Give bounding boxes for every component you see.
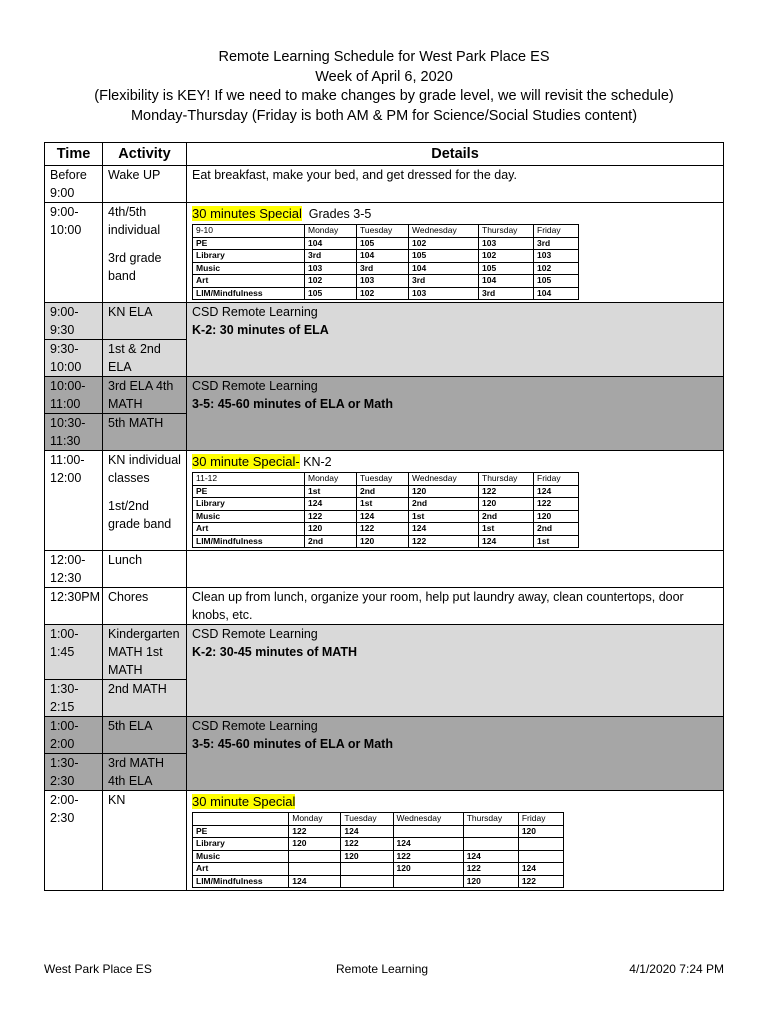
specials-cell: 120 (357, 535, 409, 548)
details-header: Details (187, 143, 724, 166)
special-highlight: 30 minutes Special (192, 206, 302, 221)
specials-cell: 104 (534, 287, 579, 300)
details-line: K-2: 30-45 minutes of MATH (192, 645, 358, 659)
specials-cell: 104 (305, 237, 357, 250)
specials-cell (518, 838, 563, 851)
specials-cell: 122 (357, 523, 409, 536)
table-header-row (45, 143, 724, 166)
specials-cell: 120 (393, 863, 463, 876)
specials-cell: 104 (409, 262, 479, 275)
specials-cell: 124 (409, 523, 479, 536)
details-line: 3-5: 45-60 minutes of ELA or Math (192, 397, 393, 411)
special-highlight: 30 minute Special (192, 794, 296, 809)
specials-row (193, 250, 579, 263)
specials-cell: Wednesday (409, 225, 479, 238)
activity-line: 3rd grade band (108, 251, 162, 283)
specials-row (193, 535, 579, 548)
specials-cell: 103 (305, 262, 357, 275)
specials-cell: 102 (409, 237, 479, 250)
specials-cell: 124 (534, 485, 579, 498)
specials-cell: 124 (393, 838, 463, 851)
special-grades: KN-2 (303, 455, 332, 469)
specials-cell (463, 825, 518, 838)
table-row (45, 791, 724, 891)
specials-label-cell: Library (193, 838, 289, 851)
specials-row (193, 485, 579, 498)
activity-cell: Kindergarten MATH 1st MATH (103, 625, 187, 680)
time-cell: 12:30PM (45, 588, 103, 625)
specials-row (193, 863, 564, 876)
specials-row (193, 498, 579, 511)
specials-cell: 120 (289, 838, 341, 851)
specials-cell: 102 (305, 275, 357, 288)
table-row (45, 588, 724, 625)
specials-row (193, 225, 579, 238)
specials-cell: 122 (518, 875, 563, 888)
specials-label-cell: 9-10 (193, 225, 305, 238)
flexibility-note: (Flexibility is KEY! If we need to make changes by grade level, we will revisit the schedule) (94, 88, 674, 104)
specials-cell: 122 (341, 838, 393, 851)
specials-row (193, 523, 579, 536)
specials-cell: 122 (393, 850, 463, 863)
specials-cell: 3rd (305, 250, 357, 263)
activity-cell: Wake UP (103, 166, 187, 203)
document-header (0, 48, 768, 126)
specials-cell: 124 (341, 825, 393, 838)
specials-cell: 124 (518, 863, 563, 876)
details-line: CSD Remote Learning (192, 379, 318, 393)
specials-cell: 2nd (479, 510, 534, 523)
activity-cell (103, 203, 187, 303)
time-cell: 9:00-9:30 (45, 303, 103, 340)
time-cell: 12:00-12:30 (45, 551, 103, 588)
time-cell: 11:00-12:00 (45, 451, 103, 551)
specials-cell: 104 (357, 250, 409, 263)
specials-cell: 120 (341, 850, 393, 863)
specials-label-cell: Music (193, 850, 289, 863)
specials-cell (463, 838, 518, 851)
specials-label-cell: PE (193, 237, 305, 250)
specials-cell: 105 (305, 287, 357, 300)
activity-cell: KN (103, 791, 187, 891)
time-cell: 1:30-2:15 (45, 680, 103, 717)
specials-label-cell: Music (193, 262, 305, 275)
details-cell: Clean up from lunch, organize your room, help put laundry away, clean countertops, door knobs, etc. (187, 588, 724, 625)
activity-line: 4th/5th individual (108, 205, 161, 237)
specials-cell: 104 (479, 275, 534, 288)
specials-cell: Wednesday (409, 473, 479, 486)
footer-timestamp: 4/1/2020 7:24 PM (629, 962, 724, 976)
special-highlight: 30 minute Special- (192, 454, 300, 469)
specials-label-cell: LIM/Mindfulness (193, 535, 305, 548)
table-row (45, 303, 724, 340)
specials-cell: 1st (357, 498, 409, 511)
specials-cell: Thursday (479, 473, 534, 486)
specials-cell: 3rd (409, 275, 479, 288)
specials-cell: 102 (479, 250, 534, 263)
activity-header: Activity (103, 143, 187, 166)
specials-row (193, 237, 579, 250)
specials-cell: 122 (479, 485, 534, 498)
specials-label-cell: Music (193, 510, 305, 523)
time-cell: 9:30-10:00 (45, 340, 103, 377)
specials-cell: 122 (305, 510, 357, 523)
specials-cell: 1st (305, 485, 357, 498)
specials-label-cell: Art (193, 863, 289, 876)
details-cell: Eat breakfast, make your bed, and get dressed for the day. (187, 166, 724, 203)
specials-cell: 1st (409, 510, 479, 523)
specials-cell: 103 (534, 250, 579, 263)
activity-line: 1st/2nd grade band (108, 499, 172, 531)
details-cell (187, 203, 724, 303)
details-cell (187, 451, 724, 551)
specials-cell: Friday (518, 813, 563, 826)
specials-cell: 120 (463, 875, 518, 888)
time-header: Time (45, 143, 103, 166)
time-cell: 1:00-2:00 (45, 717, 103, 754)
specials-cell: 2nd (357, 485, 409, 498)
table-row (45, 551, 724, 588)
specials-cell: Tuesday (357, 225, 409, 238)
specials-cell: 120 (409, 485, 479, 498)
footer-title: Remote Learning (336, 962, 429, 976)
time-cell: 10:30-11:30 (45, 414, 103, 451)
specials-cell: Thursday (479, 225, 534, 238)
specials-cell: 122 (463, 863, 518, 876)
activity-cell: 3rd MATH 4th ELA (103, 754, 187, 791)
time-cell: 1:00-1:45 (45, 625, 103, 680)
schedule-table (44, 142, 724, 891)
table-row (45, 625, 724, 680)
specials-cell: 103 (357, 275, 409, 288)
activity-cell: 5th MATH (103, 414, 187, 451)
specials-table (192, 812, 564, 888)
specials-cell: 102 (534, 262, 579, 275)
details-cell (187, 791, 724, 891)
specials-label-cell: Art (193, 523, 305, 536)
time-cell: 2:00-2:30 (45, 791, 103, 891)
specials-cell: 120 (518, 825, 563, 838)
time-cell: 1:30-2:30 (45, 754, 103, 791)
specials-cell: 122 (289, 825, 341, 838)
details-line: CSD Remote Learning (192, 627, 318, 641)
activity-line: KN individual classes (108, 453, 181, 485)
specials-cell: 124 (479, 535, 534, 548)
specials-cell: 3rd (479, 287, 534, 300)
table-row (45, 451, 724, 551)
table-row (45, 203, 724, 303)
specials-label-cell: PE (193, 485, 305, 498)
specials-row (193, 473, 579, 486)
specials-label-cell: Library (193, 250, 305, 263)
details-cell (187, 377, 724, 451)
activity-cell: KN ELA (103, 303, 187, 340)
week-line: Week of April 6, 2020 (315, 68, 453, 85)
specials-table (192, 472, 579, 548)
specials-cell (393, 875, 463, 888)
specials-cell: 120 (534, 510, 579, 523)
specials-label-cell: Library (193, 498, 305, 511)
title-line: Remote Learning Schedule for West Park Place ES (218, 49, 550, 65)
specials-row (193, 850, 564, 863)
details-line: 3-5: 45-60 minutes of ELA or Math (192, 737, 393, 751)
specials-cell: 124 (305, 498, 357, 511)
specials-label-cell: 11-12 (193, 473, 305, 486)
specials-cell: 120 (479, 498, 534, 511)
specials-cell: 124 (357, 510, 409, 523)
specials-cell: Monday (305, 473, 357, 486)
specials-table (192, 224, 579, 300)
specials-cell: 122 (409, 535, 479, 548)
specials-cell: Friday (534, 473, 579, 486)
activity-cell (103, 451, 187, 551)
specials-cell: 124 (289, 875, 341, 888)
table-row (45, 717, 724, 754)
specials-cell: 120 (305, 523, 357, 536)
specials-cell: 1st (534, 535, 579, 548)
activity-cell: 3rd ELA 4th MATH (103, 377, 187, 414)
specials-cell: Monday (289, 813, 341, 826)
specials-cell: Monday (305, 225, 357, 238)
specials-row (193, 838, 564, 851)
specials-label-cell: Art (193, 275, 305, 288)
specials-label-cell: LIM/Mindfulness (193, 875, 289, 888)
activity-cell: 5th ELA (103, 717, 187, 754)
specials-row (193, 510, 579, 523)
specials-cell: 105 (534, 275, 579, 288)
specials-cell: 3rd (357, 262, 409, 275)
specials-row (193, 875, 564, 888)
specials-cell: Thursday (463, 813, 518, 826)
specials-cell: 102 (357, 287, 409, 300)
special-grades: Grades 3-5 (308, 207, 372, 221)
footer-school: West Park Place ES (44, 962, 152, 976)
specials-cell: 105 (357, 237, 409, 250)
specials-cell (289, 863, 341, 876)
specials-label-cell (193, 813, 289, 826)
specials-cell: Friday (534, 225, 579, 238)
specials-row (193, 262, 579, 275)
activity-cell: 1st & 2nd ELA (103, 340, 187, 377)
specials-cell (341, 863, 393, 876)
specials-cell: 2nd (409, 498, 479, 511)
table-row (45, 166, 724, 203)
table-row (45, 377, 724, 414)
specials-cell: 103 (479, 237, 534, 250)
details-cell (187, 625, 724, 717)
specials-cell: 124 (463, 850, 518, 863)
time-cell: 10:00-11:00 (45, 377, 103, 414)
specials-cell (341, 875, 393, 888)
specials-cell: 105 (409, 250, 479, 263)
specials-row (193, 287, 579, 300)
days-note: Monday-Thursday (Friday is both AM & PM for Science/Social Studies content) (130, 107, 638, 124)
specials-label-cell: LIM/Mindfulness (193, 287, 305, 300)
details-cell (187, 717, 724, 791)
specials-cell: 122 (534, 498, 579, 511)
time-cell: Before 9:00 (45, 166, 103, 203)
specials-row (193, 825, 564, 838)
activity-cell: Lunch (103, 551, 187, 588)
specials-cell (393, 825, 463, 838)
details-line: CSD Remote Learning (192, 719, 318, 733)
specials-cell: 1st (479, 523, 534, 536)
specials-row (193, 813, 564, 826)
details-cell (187, 551, 724, 588)
specials-cell: Tuesday (341, 813, 393, 826)
details-line: K-2: 30 minutes of ELA (192, 323, 329, 337)
specials-cell: 3rd (534, 237, 579, 250)
time-cell: 9:00-10:00 (45, 203, 103, 303)
activity-cell: 2nd MATH (103, 680, 187, 717)
specials-cell: Tuesday (357, 473, 409, 486)
specials-row (193, 275, 579, 288)
specials-cell (518, 850, 563, 863)
specials-cell: 105 (479, 262, 534, 275)
specials-cell: 103 (409, 287, 479, 300)
specials-cell (289, 850, 341, 863)
specials-cell: 2nd (305, 535, 357, 548)
activity-cell: Chores (103, 588, 187, 625)
specials-cell: 2nd (534, 523, 579, 536)
specials-cell: Wednesday (393, 813, 463, 826)
specials-label-cell: PE (193, 825, 289, 838)
details-line: CSD Remote Learning (192, 305, 318, 319)
details-cell (187, 303, 724, 377)
